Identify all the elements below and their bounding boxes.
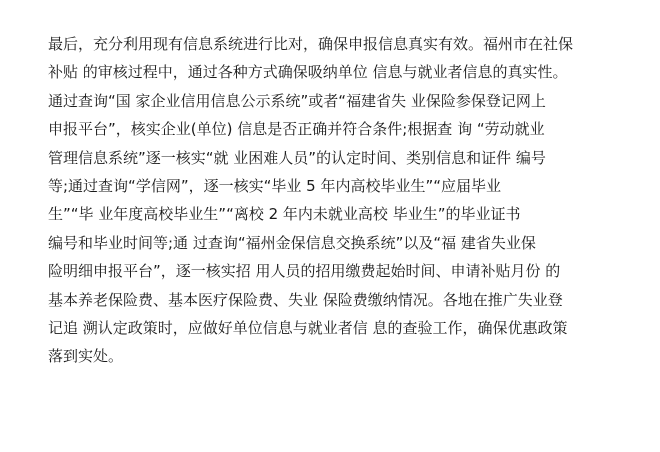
text-line: 补贴 的审核过程中，通过各种方式确保吸纳单位 信息与就业者信息的真实性。 — [48, 63, 568, 82]
text-line: 申报平台”，核实企业(单位) 信息是否正确并符合条件;根据查 询 “劳动就业 — [48, 120, 545, 139]
text-line: 通过查询“国 家企业信用信息公示系统”或者“福建省失 业保险参保登记网上 — [48, 91, 546, 110]
text-line: 基本养老保险费、基本医疗保险费、失业 保险费缴纳情况。各地在推广失业登 — [48, 290, 563, 309]
text-line: 落到实处。 — [48, 347, 124, 366]
text-line: 生”“毕 业年度高校毕业生”“离校 2 年内未就业高校 毕业生”的毕业证书 — [48, 205, 521, 224]
text-line: 记追 溯认定政策时，应做好单位信息与就业者信 息的查验工作，确保优惠政策 — [48, 318, 568, 337]
text-line: 最后，充分利用现有信息系统进行比对，确保申报信息真实有效。福州市在社保 — [48, 35, 574, 53]
text-line: 等;通过查询“学信网”，逐一核实“毕业 5 年内高校毕业生”“应届毕业 — [48, 176, 501, 195]
text-line: 险明细申报平台”，逐一核实招 用人员的招用缴费起始时间、申请补贴月份 的 — [48, 262, 561, 281]
text-line: 管理信息系统”逐一核实“就 业困难人员”的认定时间、类别信息和证件 编号 — [48, 148, 546, 167]
document-body — [48, 30, 648, 371]
text-line: 编号和毕业时间等;通 过查询“福州金保信息交换系统”以及“福 建省失业保 — [48, 233, 536, 252]
